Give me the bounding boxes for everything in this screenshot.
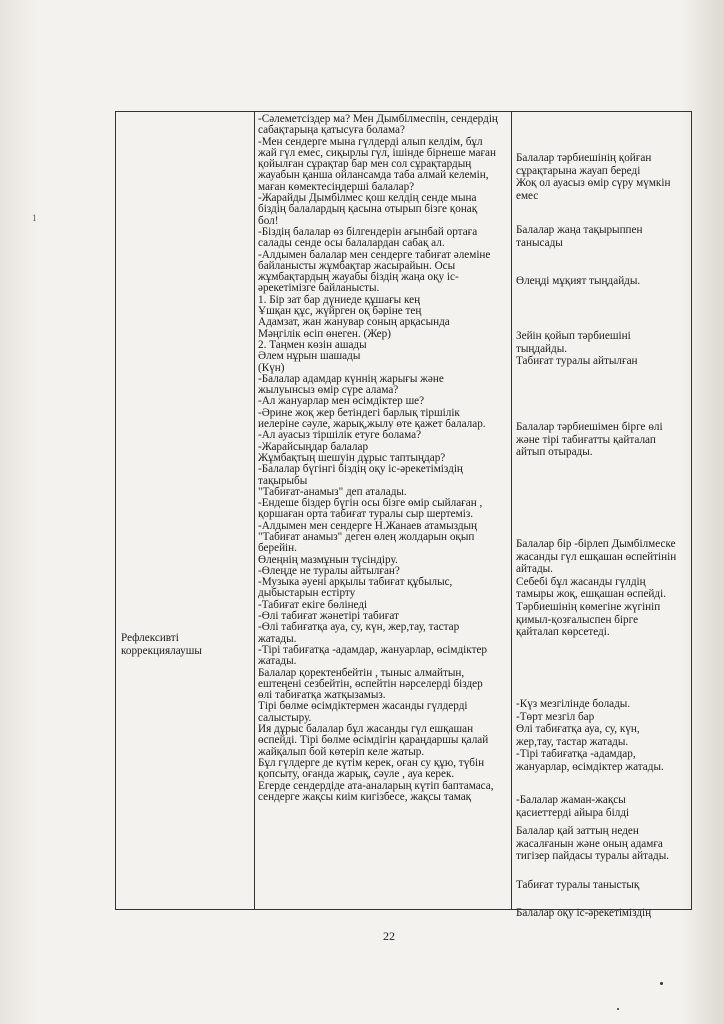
lesson-table xyxy=(115,111,692,919)
children-response-block xyxy=(512,538,676,639)
children-response-block xyxy=(512,698,664,774)
teacher-text-line: Ия дұрыс балалар бұл жасанды гүл ешқашан xyxy=(258,723,474,736)
children-response-line: Балалар бір -бірлеп Дымбілмеске xyxy=(516,538,676,550)
teacher-text-line: қопсыту, оғанда жарық, сәуле , ауа керек. xyxy=(258,768,455,781)
teacher-text-line: -Әрине жоқ жер бетіндегі барлық тіршілік xyxy=(258,406,460,419)
teacher-text-line: Әлем нұрын шашады xyxy=(258,350,361,363)
children-response-line: Зейін қойып тәрбиешіні xyxy=(516,330,631,342)
teacher-text-line: салады сенде осы балалардан сабақ ал. xyxy=(258,237,445,250)
teacher-text-line: (Күн) xyxy=(258,361,285,374)
teacher-text-line: -Алдымен мен сендерге Н.Жанаев атамыздың xyxy=(258,519,478,532)
children-response-line: сұрақтарына жауап береді xyxy=(516,164,641,177)
children-response-block xyxy=(512,907,651,920)
children-response-line: тигізер пайдасы туралы айтады. xyxy=(516,850,670,863)
teacher-text-line: ештеңені сезбейтін, өспейтін нәрселерді біздер xyxy=(258,677,483,690)
teacher-text-line: -Музыка әуені арқылы табиғат құбылыс, xyxy=(258,576,453,589)
teacher-text-line: -Сәлеметсіздер ма? Мен Дымбілмеспін, сендердің xyxy=(258,113,498,125)
teacher-text-line: қоршаған орта табиғат туралы сыр шертеміз. xyxy=(258,508,474,521)
teacher-text-line: "Табиғат-анамыз" деп аталады. xyxy=(258,485,407,498)
children-response-line: қасиеттерді айыра білді xyxy=(516,806,630,819)
teacher-text-line: маған көмектесіңдерші балалар? xyxy=(258,180,415,193)
teacher-text-line: -Ал ауасыз тіршілік етуге болама? xyxy=(258,429,422,442)
teacher-text-line: Жұмбақтың шешуін дұрыс таптыңдар? xyxy=(258,451,446,464)
children-response-line: Табиғат туралы таныстық xyxy=(516,879,640,891)
teacher-text-line: біздің балалардың қасына отырып бізге қонақ xyxy=(258,203,478,216)
children-response-block xyxy=(512,330,638,368)
teacher-text-line: Бұл гүлдерге де күтім керек, оған су құю, түбін xyxy=(258,756,485,769)
children-response-line: -Балалар жаман-жақсы xyxy=(516,794,626,806)
children-response-line: Жоқ ол ауасыз өмір сүру мүмкін xyxy=(516,177,671,190)
teacher-text-line: -Тірі табиғатқа -адамдар, жануарлар, өсімдіктер xyxy=(258,643,488,656)
children-response-line: Тәрбиешінің көмегіне жүгініп xyxy=(516,600,661,613)
children-response-line: Өлі табиғатқа ауа, су, күн, xyxy=(516,723,640,736)
children-response-line: -Төрт мезгіл бар xyxy=(516,710,595,723)
teacher-text-line: жайқалып бой көтеріп келе жатыр. xyxy=(258,745,425,758)
children-response-line: айтып отырады. xyxy=(516,446,593,459)
children-response-block xyxy=(512,825,669,863)
teacher-text-line: -Ал жануарлар мен өсімдіктер ше? xyxy=(258,395,425,408)
children-response-line: Балалар тәрбиешімен бірге өлі xyxy=(516,421,663,433)
teacher-text-line: -Табиғат екіге бөлінеді xyxy=(258,598,368,611)
teacher-text-line: -Өлі табиғатқа ауа, су, күн, жер,тау, тастар xyxy=(258,621,460,634)
teacher-activity-column xyxy=(255,112,510,909)
children-response-line: емес xyxy=(516,189,539,202)
children-response-line: танысады xyxy=(516,236,563,249)
children-response-line: Балалар жаңа тақырыппен xyxy=(516,224,643,236)
children-response-line: қайталап көрсетеді. xyxy=(516,626,610,639)
stage-label xyxy=(121,632,202,658)
teacher-text-line: өлі табиғатқа жатқызамыз. xyxy=(258,689,386,702)
teacher-text-line: Балалар қоректенбейтін , тыныс алмайтын, xyxy=(258,666,465,679)
children-response-line: жасанды гүл ешқашан өспейтінін xyxy=(516,550,677,563)
stage-label-line: коррекциялаушы xyxy=(121,645,202,657)
children-response-line: -Күз мезгілінде болады. xyxy=(516,698,631,710)
children-response-block xyxy=(512,152,670,202)
teacher-text-line: дыбыстарын естірту xyxy=(258,587,356,600)
children-response-line: Себебі бұл жасанды гүлдің xyxy=(516,575,646,588)
teacher-text-line: бол! xyxy=(258,214,279,227)
teacher-text-line: -Жарайсыңдар балалар xyxy=(258,440,369,453)
scan-speck xyxy=(617,1008,619,1010)
teacher-text-line: байланысты жұмбақтар жасырайын. Осы xyxy=(258,259,456,272)
teacher-text-line: -Біздің балалар өз білгендерін ағынбай ортаға xyxy=(258,225,478,238)
children-response-line: жасалғанын және оның адамға xyxy=(516,837,663,850)
teacher-text-line: Өлеңнің мазмұнын түсіндіру. xyxy=(258,553,398,566)
teacher-text-line: сабақтарыңа қатысуға болама? xyxy=(258,124,405,137)
teacher-text-line: -Балалар бүгінгі біздің оқу іс-әрекетіміздің xyxy=(258,463,463,476)
page-number: 22 xyxy=(383,929,395,943)
teacher-text-line: өспейді. Тірі бөлме өсімдігін қараңдаршы қалай xyxy=(258,734,489,747)
teacher-text-line: жатады. xyxy=(258,632,297,645)
children-response-line: -Тірі табиғатқа -адамдар, xyxy=(516,748,636,761)
teacher-text-line: берейін. xyxy=(258,542,297,555)
children-response-block xyxy=(512,794,629,819)
teacher-text-line: Егерде сендердіде ата-аналарың күтіп баптамаса, xyxy=(258,779,494,792)
teacher-text-line: иелеріне сәуле, жарық,жылу өте қажет балалар. xyxy=(258,418,486,431)
children-response-line: Балалар тәрбиешінің қойған xyxy=(516,152,652,164)
teacher-text-line: 1. Бір зат бар дүниеде құшағы кең xyxy=(258,293,421,306)
children-response-line: Балалар оқу іс-әрекетіміздің xyxy=(516,907,652,919)
teacher-text-line: салыстыру. xyxy=(258,711,312,724)
children-response-line: айтады. xyxy=(516,563,553,576)
children-response-block xyxy=(512,421,663,459)
teacher-text-line: -Өлеңде не туралы айтылған? xyxy=(258,564,400,577)
stage-label-line: Рефлексивті xyxy=(121,632,179,644)
teacher-text-line: -Мен сендерге мына гүлдерді алып келдім, бұл xyxy=(258,135,483,148)
children-response-line: және тірі табиғатты қайталап xyxy=(516,433,656,446)
margin-mark: 1 xyxy=(32,213,37,223)
children-response-line: Табиғат туралы айтылған xyxy=(516,355,638,368)
children-response-line: жер,тау, тастар жатады. xyxy=(516,735,629,748)
teacher-text-line: -Жарайды Дымбілмес қош келдің сенде мына xyxy=(258,192,477,205)
teacher-text-line: тақырыбы xyxy=(258,474,308,487)
children-response-line: Өлеңді мұқият тыңдайды. xyxy=(516,275,641,287)
teacher-text-line: жауабын қанша ойлансамда таба алмай келемін, xyxy=(258,169,489,182)
teacher-text-line: -Ендеше біздер бүгін осы бізге өмір сыйлаған , xyxy=(258,497,483,510)
teacher-text-line: Ұшқан құс, жүйрген оқ бәріне тең xyxy=(258,305,422,318)
teacher-text-line: Тірі бөлме өсімдіктермен жасанды гүлдерді xyxy=(258,700,468,713)
scan-speck xyxy=(660,982,663,985)
children-response-line: жануарлар, өсімдіктер жатады. xyxy=(516,760,664,773)
children-response-block xyxy=(512,879,639,892)
children-response-line: тамыры жоқ, ешқашан өспейді. xyxy=(516,588,667,601)
children-response-block xyxy=(512,224,643,249)
teacher-text-line: жұмбақтардың жауабы біздің жаңа оқу іс- xyxy=(258,271,459,284)
teacher-text-line: жай гүл емес, сиқырлы гүл, ішінде бірнеше маған xyxy=(258,146,497,159)
teacher-text-line: -Алдымен балалар мен сендерге табиғат әлеміне xyxy=(258,248,491,261)
stage-column xyxy=(116,112,253,909)
teacher-text-line: -Балалар адамдар күннің жарығы және xyxy=(258,372,444,385)
teacher-text-line: қойылған сұрақтар бар мен сол сұрақтардың xyxy=(258,158,472,171)
children-activity-column xyxy=(512,112,690,919)
teacher-text-line: Мәңгілік өсіп өнеген. (Жер) xyxy=(258,327,391,340)
teacher-text-line: 2. Таңмен көзін ашады xyxy=(258,338,367,351)
teacher-text-line: жатады. xyxy=(258,655,297,668)
teacher-text-line: Адамзат, жан жанувар соның арқасында xyxy=(258,316,450,329)
children-response-line: тыңдайды. xyxy=(516,342,568,355)
teacher-text-line: "Табиғат анамыз" деген өлең жолдарын оқып xyxy=(258,530,475,543)
children-response-block xyxy=(512,275,640,288)
children-response-line: қимыл-қозғалыспен бірге xyxy=(516,613,639,626)
teacher-text-line: сендерге жақсы киім кигізбесе, жақсы тамақ xyxy=(258,790,472,803)
teacher-text-line: жылуынсыз өмір сүре алама? xyxy=(258,384,399,397)
teacher-text-line: әрекетімізге байланысты. xyxy=(258,282,380,295)
children-response-line: Балалар қай заттың неден xyxy=(516,825,639,837)
teacher-text-line: -Өлі табиғат жәнетірі табиғат xyxy=(258,610,399,623)
